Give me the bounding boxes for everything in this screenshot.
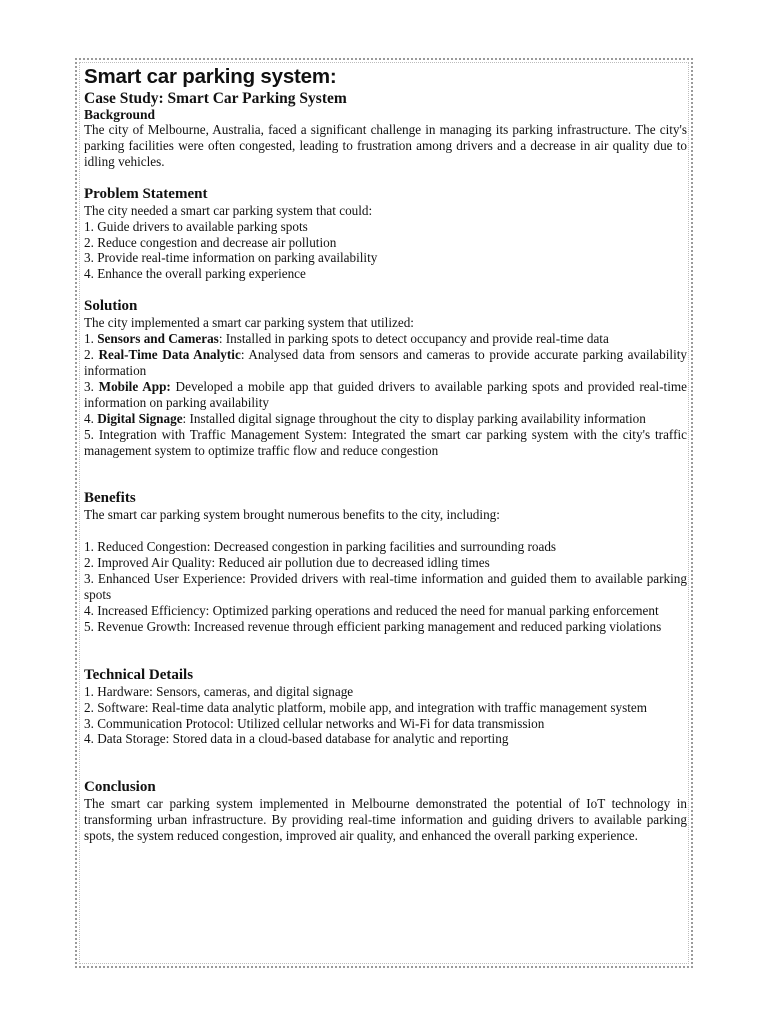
background-paragraph: The city of Melbourne, Australia, faced a significant challenge in managing its parking infrastructure. The city's parking facilities were often congested, leading to frustration among drivers and a decrease in air quality due to idling vehicles. [84, 122, 687, 169]
technical-item: 4. Data Storage: Stored data in a cloud-based database for analytic and reporting [84, 731, 509, 747]
solution-item-num: 2. [84, 347, 99, 363]
spacer [84, 523, 687, 539]
conclusion-paragraph: The smart car parking system implemented in Melbourne demonstrated the potential of IoT technology in transforming urban infrastructure. By providing real-time information and guiding drivers to available parking spots, the system reduced congestion, improved air quality, and enhanced the overall parking experience. [84, 796, 687, 844]
spacer [84, 458, 687, 490]
benefit-item: 5. Revenue Growth: Increased revenue through efficient parking management and reduced parking violations [84, 618, 662, 634]
problem-heading: Problem Statement [84, 185, 208, 202]
problem-item: 4. Enhance the overall parking experience [84, 266, 306, 282]
problem-item: 1. Guide drivers to available parking spots [84, 218, 308, 234]
solution-heading: Solution [84, 298, 138, 315]
benefit-item: 3. Enhanced User Experience: Provided drivers with real-time information and guided them to available parking spots [84, 571, 687, 603]
benefit-item: 2. Improved Air Quality: Reduced air pollution due to decreased idling times [84, 555, 490, 571]
solution-item [84, 331, 687, 347]
problem-item: 2. Reduce congestion and decrease air pollution [84, 234, 337, 250]
solution-item-term: Sensors and Cameras [97, 331, 219, 347]
solution-item [84, 411, 687, 427]
document-title: Smart car parking system: [84, 65, 337, 88]
solution-item-text: : Installed in parking spots to detect occupancy and provide real-time data [218, 331, 609, 347]
solution-item-term: Real-Time Data Analytic [98, 347, 241, 363]
technical-item: 2. Software: Real-time data analytic platform, mobile app, and integration with traffic management system [84, 699, 647, 715]
document-page [75, 58, 693, 968]
problem-item: 3. Provide real-time information on parking availability [84, 250, 378, 266]
spacer [84, 282, 687, 298]
document-content [84, 65, 687, 844]
solution-item-num: 1. [84, 331, 98, 347]
benefits-intro: The smart car parking system brought numerous benefits to the city, including: [84, 507, 500, 523]
solution-item: 5. Integration with Traffic Management System: Integrated the smart car parking system with the city's traffic management system to optimize traffic flow and reduce congestion [84, 426, 687, 458]
solution-item-text: : Installed digital signage throughout the city to display parking availability information [182, 410, 646, 426]
solution-item-text: : Analysed data from sensors and cameras to provide accurate parking availability information [84, 347, 687, 378]
conclusion-heading: Conclusion [84, 779, 156, 796]
solution-item [84, 379, 687, 411]
background-heading: Background [84, 107, 156, 122]
solution-item-term: Digital Signage [97, 410, 183, 426]
technical-item: 3. Communication Protocol: Utilized cellular networks and Wi-Fi for data transmission [84, 715, 545, 731]
solution-intro: The city implemented a smart car parking system that utilized: [84, 315, 414, 331]
spacer [84, 747, 687, 779]
problem-intro: The city needed a smart car parking system that could: [84, 202, 373, 218]
solution-item-num: 4. [84, 410, 98, 426]
case-study-title: Case Study: Smart Car Parking System [84, 90, 347, 107]
benefit-item: 4. Increased Efficiency: Optimized parking operations and reduced the need for manual parking enforcement [84, 602, 659, 618]
spacer [84, 635, 687, 667]
benefits-heading: Benefits [84, 490, 136, 507]
solution-item-text: Developed a mobile app that guided drivers to available parking spots and provided real-time information on parking availability [84, 378, 687, 410]
technical-heading: Technical Details [84, 666, 194, 683]
benefit-item: 1. Reduced Congestion: Decreased congestion in parking facilities and surrounding roads [84, 539, 557, 555]
solution-item [84, 347, 687, 379]
technical-item: 1. Hardware: Sensors, cameras, and digital signage [84, 683, 354, 699]
solution-item-term: Mobile App: [98, 378, 171, 394]
solution-item-num: 3. [84, 378, 99, 394]
spacer [84, 170, 687, 186]
